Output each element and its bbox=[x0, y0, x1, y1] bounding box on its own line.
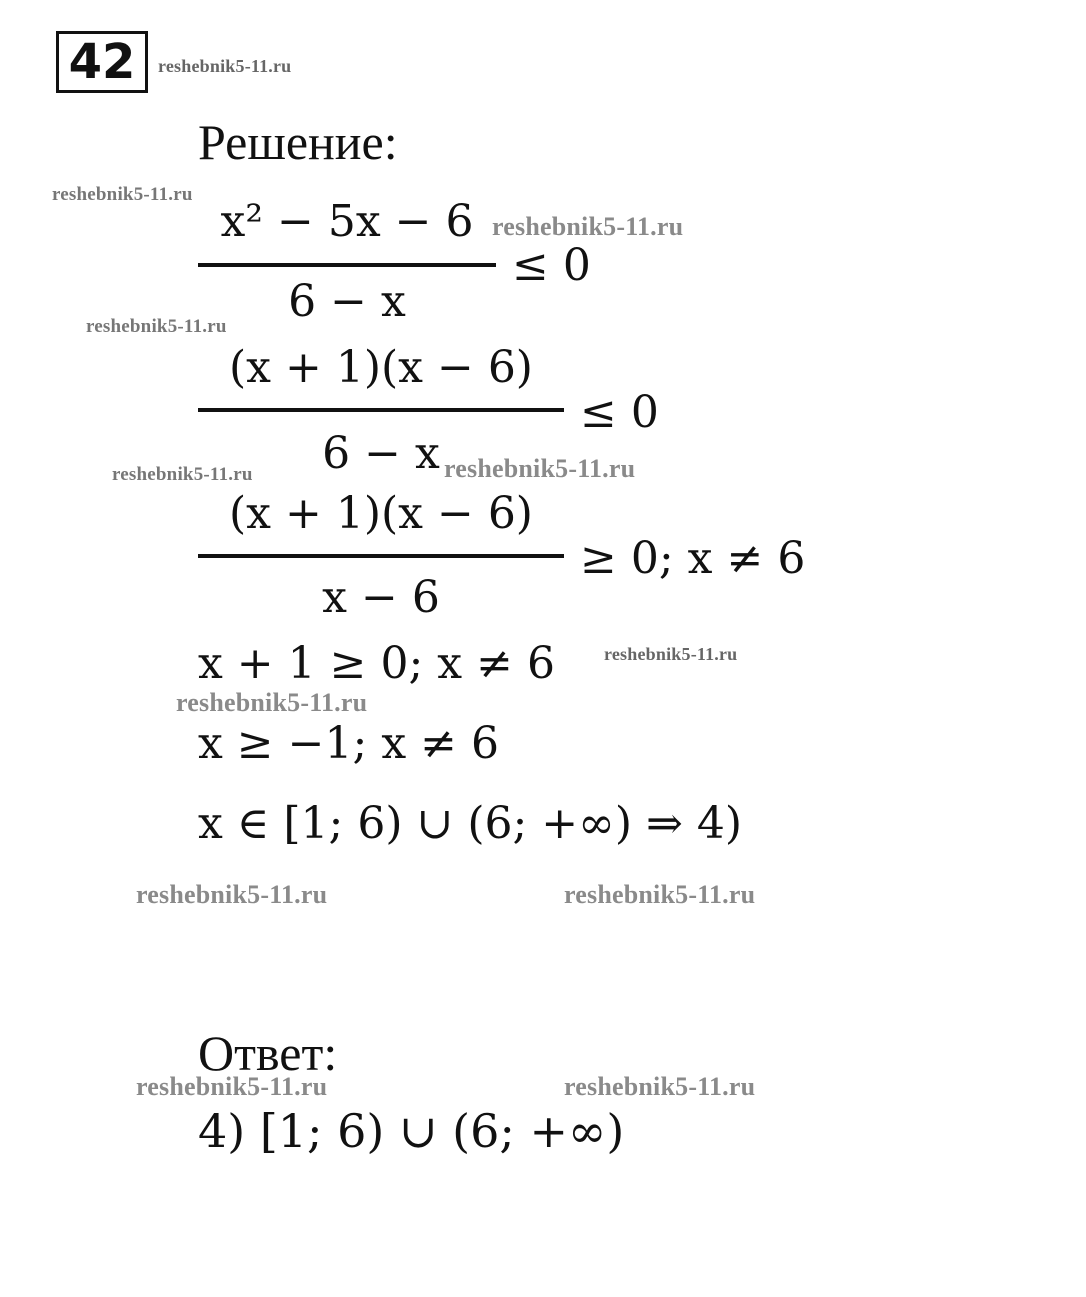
step1-fraction-bar bbox=[198, 263, 496, 267]
step1-numerator: x² − 5x − 6 bbox=[220, 196, 474, 247]
watermark: reshebnik5-11.ru bbox=[52, 184, 193, 205]
watermark: reshebnik5-11.ru bbox=[444, 454, 636, 483]
watermark: reshebnik5-11.ru bbox=[176, 688, 368, 717]
watermark: reshebnik5-11.ru bbox=[136, 1072, 328, 1101]
step3-fraction-bar bbox=[198, 554, 564, 558]
step1-relation: ≤ 0 bbox=[512, 240, 591, 291]
step1-denominator: 6 − x bbox=[288, 276, 406, 327]
watermark: reshebnik5-11.ru bbox=[136, 880, 328, 909]
step4: x + 1 ≥ 0; x ≠ 6 bbox=[198, 638, 555, 689]
step2-fraction-bar bbox=[198, 408, 564, 412]
step2-relation: ≤ 0 bbox=[580, 387, 659, 438]
step3-relation: ≥ 0; x ≠ 6 bbox=[580, 533, 806, 584]
watermark: reshebnik5-11.ru bbox=[112, 464, 253, 485]
watermark: reshebnik5-11.ru bbox=[604, 644, 738, 664]
answer-heading: Ответ: bbox=[198, 1025, 338, 1081]
solution-heading: Решение: bbox=[198, 114, 398, 170]
watermark: reshebnik5-11.ru bbox=[564, 880, 756, 909]
problem-number: 42 bbox=[56, 31, 148, 93]
step3-numerator: (x + 1)(x − 6) bbox=[229, 488, 533, 539]
step2-denominator: 6 − x bbox=[322, 428, 440, 479]
watermark: reshebnik5-11.ru bbox=[86, 316, 227, 337]
watermark: reshebnik5-11.ru bbox=[158, 56, 292, 76]
watermark: reshebnik5-11.ru bbox=[492, 212, 684, 241]
answer-value: 4) [1; 6) ∪ (6; +∞) bbox=[198, 1104, 625, 1158]
step2-numerator: (x + 1)(x − 6) bbox=[229, 342, 533, 393]
step6: x ∈ [1; 6) ∪ (6; +∞) ⇒ 4) bbox=[198, 798, 742, 849]
watermark: reshebnik5-11.ru bbox=[564, 1072, 756, 1101]
step5: x ≥ −1; x ≠ 6 bbox=[198, 718, 499, 769]
step3-denominator: x − 6 bbox=[322, 572, 440, 623]
